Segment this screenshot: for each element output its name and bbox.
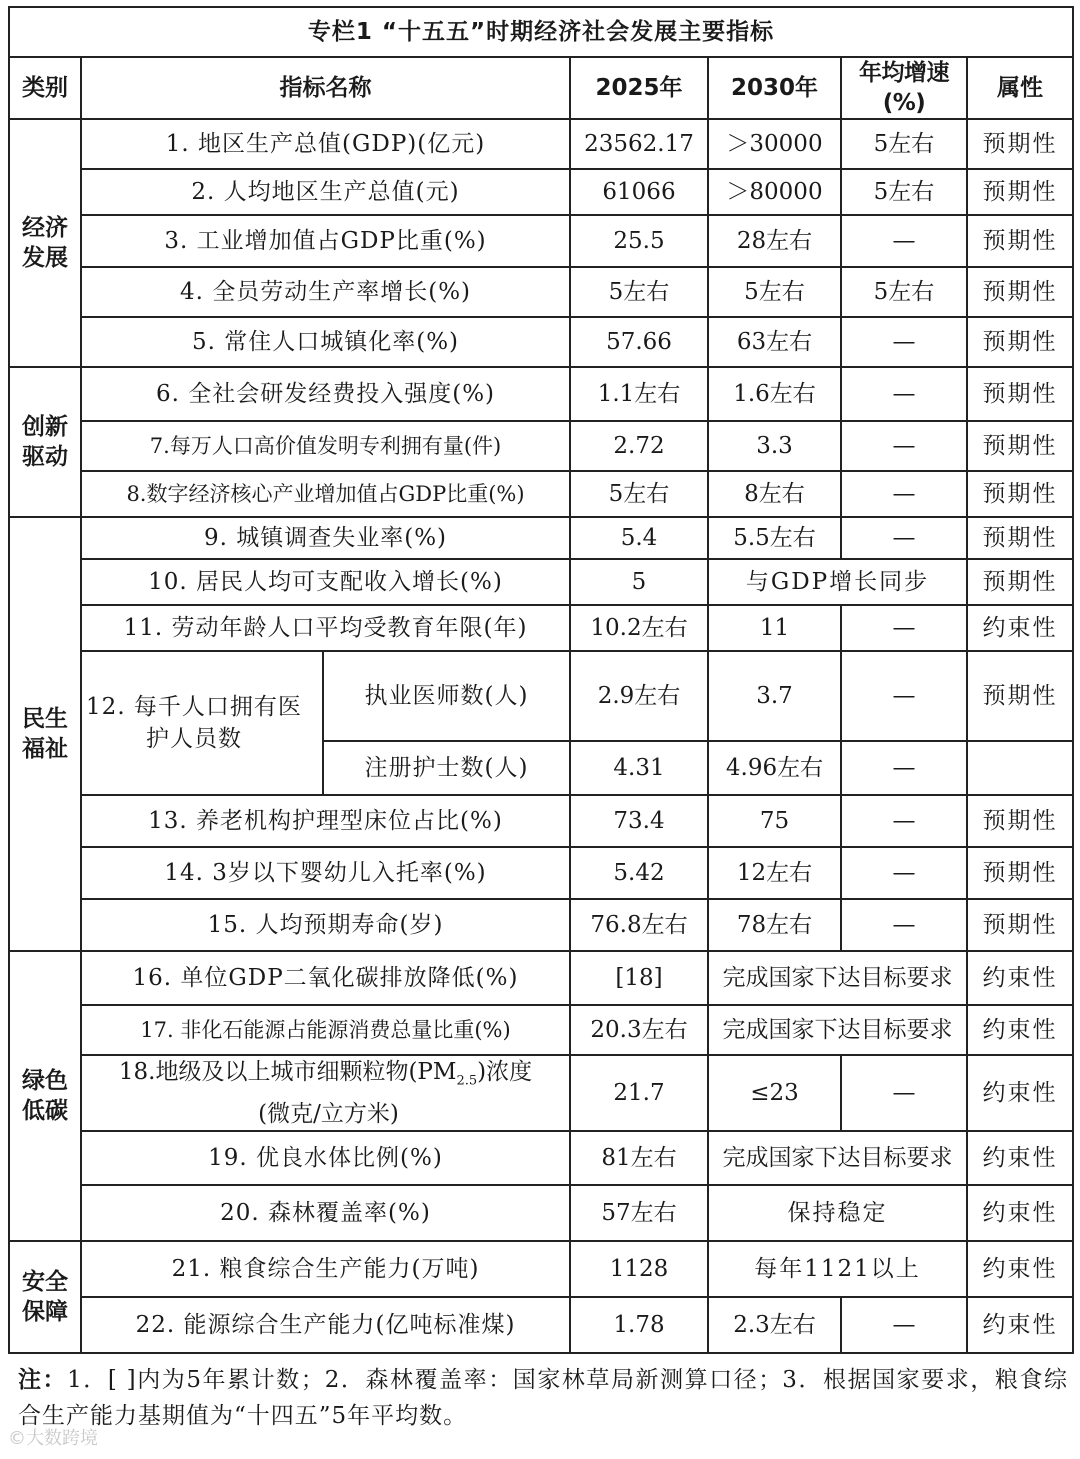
attribute: 约束性 xyxy=(967,1131,1073,1185)
indicator-name: 3. 工业增加值占GDP比重(%) xyxy=(81,215,570,267)
value-2030-merged: 保持稳定 xyxy=(708,1185,967,1241)
growth-rate: — xyxy=(841,517,967,559)
category-innovation: 创新 驱动 xyxy=(9,367,81,517)
value-2030: ＞80000 xyxy=(708,169,841,215)
category-green: 绿色 低碳 xyxy=(9,951,81,1241)
table-row xyxy=(9,951,1073,1005)
attribute: 约束性 xyxy=(967,1005,1073,1055)
indicator-name: 9. 城镇调查失业率(%) xyxy=(81,517,570,559)
table-row xyxy=(9,1055,1073,1131)
growth-rate: — xyxy=(841,847,967,899)
value-2030: 5.5左右 xyxy=(708,517,841,559)
value-2025: 5.4 xyxy=(570,517,708,559)
value-2025: 10.2左右 xyxy=(570,605,708,651)
table-row xyxy=(9,267,1073,317)
attribute: 预期性 xyxy=(967,119,1073,169)
table-row xyxy=(9,1131,1073,1185)
sub-indicator-name: 执业医师数(人) xyxy=(323,651,570,741)
value-2025: 21.7 xyxy=(570,1055,708,1131)
value-2025: 25.5 xyxy=(570,215,708,267)
table-row xyxy=(9,795,1073,847)
growth-rate: — xyxy=(841,1297,967,1353)
attribute: 预期性 xyxy=(967,267,1073,317)
attribute: 预期性 xyxy=(967,651,1073,741)
attribute: 预期性 xyxy=(967,559,1073,605)
indicator-name: 15. 人均预期寿命(岁) xyxy=(81,899,570,951)
name-subscript: 2.5 xyxy=(456,1073,478,1089)
table-row xyxy=(9,559,1073,605)
indicator-name: 12. 每千人口拥有医护人员数 xyxy=(81,651,323,795)
growth-rate: — xyxy=(841,471,967,517)
sub-indicator-name: 注册护士数(人) xyxy=(323,741,570,795)
growth-rate: — xyxy=(841,741,967,795)
growth-rate: 5左右 xyxy=(841,119,967,169)
value-2030: 3.7 xyxy=(708,651,841,741)
value-2025: 20.3左右 xyxy=(570,1005,708,1055)
table-row xyxy=(9,1241,1073,1297)
table-row xyxy=(9,317,1073,367)
growth-rate: 5左右 xyxy=(841,267,967,317)
indicator-name: 17. 非化石能源占能源消费总量比重(%) xyxy=(81,1005,570,1055)
attribute: 预期性 xyxy=(967,421,1073,471)
indicator-name: 6. 全社会研发经费投入强度(%) xyxy=(81,367,570,421)
indicator-name: 4. 全员劳动生产率增长(%) xyxy=(81,267,570,317)
indicator-name: 16. 单位GDP二氧化碳排放降低(%) xyxy=(81,951,570,1005)
header-growth: 年均增速(%) xyxy=(841,57,967,119)
value-2030: 78左右 xyxy=(708,899,841,951)
growth-rate: — xyxy=(841,605,967,651)
growth-rate: — xyxy=(841,317,967,367)
value-2030: 4.96左右 xyxy=(708,741,841,795)
growth-rate: — xyxy=(841,1055,967,1131)
header-name: 指标名称 xyxy=(81,57,570,119)
attribute-empty xyxy=(967,741,1073,795)
value-2030: ＞30000 xyxy=(708,119,841,169)
footnote-label: 注： xyxy=(18,1367,68,1393)
value-2025: 2.72 xyxy=(570,421,708,471)
value-2030: 12左右 xyxy=(708,847,841,899)
watermark: ©大数跨境 xyxy=(8,1428,98,1449)
table-row xyxy=(9,367,1073,421)
attribute: 预期性 xyxy=(967,517,1073,559)
value-2025: 5 xyxy=(570,559,708,605)
value-2030: 63左右 xyxy=(708,317,841,367)
indicator-name: 8.数字经济核心产业增加值占GDP比重(%) xyxy=(81,471,570,517)
attribute: 预期性 xyxy=(967,367,1073,421)
table-row xyxy=(9,517,1073,559)
name-part: 18.地级及以上城市细颗粒物(PM xyxy=(118,1059,457,1085)
header-2030: 2030年 xyxy=(708,57,841,119)
header-category: 类别 xyxy=(9,57,81,119)
header-attr: 属性 xyxy=(967,57,1073,119)
title-row xyxy=(9,7,1073,57)
value-2025: 57.66 xyxy=(570,317,708,367)
indicator-name: 11. 劳动年龄人口平均受教育年限(年) xyxy=(81,605,570,651)
growth-rate: — xyxy=(841,215,967,267)
value-2030: 11 xyxy=(708,605,841,651)
indicator-name: 7.每万人口高价值发明专利拥有量(件) xyxy=(81,421,570,471)
table-row xyxy=(9,421,1073,471)
attribute: 约束性 xyxy=(967,605,1073,651)
indicator-name: 10. 居民人均可支配收入增长(%) xyxy=(81,559,570,605)
category-welfare: 民生 福祉 xyxy=(9,517,81,951)
category-security: 安全 保障 xyxy=(9,1241,81,1353)
growth-rate: — xyxy=(841,899,967,951)
table-row xyxy=(9,471,1073,517)
name-part: )浓度 xyxy=(477,1059,533,1085)
value-2030: 2.3左右 xyxy=(708,1297,841,1353)
table-title: 专栏1 “十五五”时期经济社会发展主要指标 xyxy=(9,7,1073,57)
attribute: 预期性 xyxy=(967,795,1073,847)
attribute: 约束性 xyxy=(967,1055,1073,1131)
growth-rate: — xyxy=(841,367,967,421)
table-row xyxy=(9,651,1073,741)
indicator-name: 2. 人均地区生产总值(元) xyxy=(81,169,570,215)
value-2030: 28左右 xyxy=(708,215,841,267)
growth-rate: — xyxy=(841,421,967,471)
value-2025: 76.8左右 xyxy=(570,899,708,951)
table-row xyxy=(9,899,1073,951)
table-row xyxy=(9,119,1073,169)
indicators-table xyxy=(8,6,1074,1354)
value-2030: ≤23 xyxy=(708,1055,841,1131)
value-2030-merged: 与GDP增长同步 xyxy=(708,559,967,605)
attribute: 预期性 xyxy=(967,215,1073,267)
value-2025: 73.4 xyxy=(570,795,708,847)
header-2025: 2025年 xyxy=(570,57,708,119)
value-2025: 4.31 xyxy=(570,741,708,795)
indicator-name: 13. 养老机构护理型床位占比(%) xyxy=(81,795,570,847)
name-line2: (微克/立方米) xyxy=(258,1100,399,1127)
value-2030: 75 xyxy=(708,795,841,847)
attribute: 约束性 xyxy=(967,1241,1073,1297)
indicator-name: 14. 3岁以下婴幼儿入托率(%) xyxy=(81,847,570,899)
value-2025: 1.78 xyxy=(570,1297,708,1353)
value-2030-merged: 完成国家下达目标要求 xyxy=(708,1005,967,1055)
indicator-name: 21. 粮食综合生产能力(万吨) xyxy=(81,1241,570,1297)
value-2030-merged: 每年1121以上 xyxy=(708,1241,967,1297)
growth-rate: — xyxy=(841,795,967,847)
growth-rate: 5左右 xyxy=(841,169,967,215)
attribute: 约束性 xyxy=(967,1185,1073,1241)
value-2030-merged: 完成国家下达目标要求 xyxy=(708,1131,967,1185)
value-2025: 1128 xyxy=(570,1241,708,1297)
indicator-name: 1. 地区生产总值(GDP)(亿元) xyxy=(81,119,570,169)
table-row xyxy=(9,1005,1073,1055)
category-economy: 经济 发展 xyxy=(9,119,81,367)
growth-rate: — xyxy=(841,651,967,741)
value-2025: 23562.17 xyxy=(570,119,708,169)
value-2025: 57左右 xyxy=(570,1185,708,1241)
attribute: 预期性 xyxy=(967,847,1073,899)
value-2025: [18] xyxy=(570,951,708,1005)
value-2025: 2.9左右 xyxy=(570,651,708,741)
table-row xyxy=(9,605,1073,651)
attribute: 预期性 xyxy=(967,471,1073,517)
value-2025: 1.1左右 xyxy=(570,367,708,421)
table-row xyxy=(9,1185,1073,1241)
attribute: 约束性 xyxy=(967,951,1073,1005)
value-2025: 81左右 xyxy=(570,1131,708,1185)
indicator-name: 19. 优良水体比例(%) xyxy=(81,1131,570,1185)
value-2030-merged: 完成国家下达目标要求 xyxy=(708,951,967,1005)
value-2030: 5左右 xyxy=(708,267,841,317)
indicator-name xyxy=(81,1055,570,1131)
table-row xyxy=(9,215,1073,267)
attribute: 约束性 xyxy=(967,1297,1073,1353)
header-row xyxy=(9,57,1073,119)
value-2025: 61066 xyxy=(570,169,708,215)
value-2025: 5.42 xyxy=(570,847,708,899)
attribute: 预期性 xyxy=(967,317,1073,367)
value-2030: 3.3 xyxy=(708,421,841,471)
value-2025: 5左右 xyxy=(570,267,708,317)
footnote-text: 1．[ ]内为5年累计数；2．森林覆盖率：国家林草局新测算口径；3．根据国家要求，粮食综合生产能力基期值为“十四五”5年平均数。 xyxy=(18,1367,1068,1429)
indicator-name: 5. 常住人口城镇化率(%) xyxy=(81,317,570,367)
attribute: 预期性 xyxy=(967,169,1073,215)
value-2030: 8左右 xyxy=(708,471,841,517)
table-row xyxy=(9,1297,1073,1353)
table-row xyxy=(9,169,1073,215)
footnote xyxy=(18,1362,1068,1434)
table-row xyxy=(9,847,1073,899)
value-2025: 5左右 xyxy=(570,471,708,517)
value-2030: 1.6左右 xyxy=(708,367,841,421)
indicator-name: 22. 能源综合生产能力(亿吨标准煤) xyxy=(81,1297,570,1353)
indicator-name: 20. 森林覆盖率(%) xyxy=(81,1185,570,1241)
attribute: 预期性 xyxy=(967,899,1073,951)
